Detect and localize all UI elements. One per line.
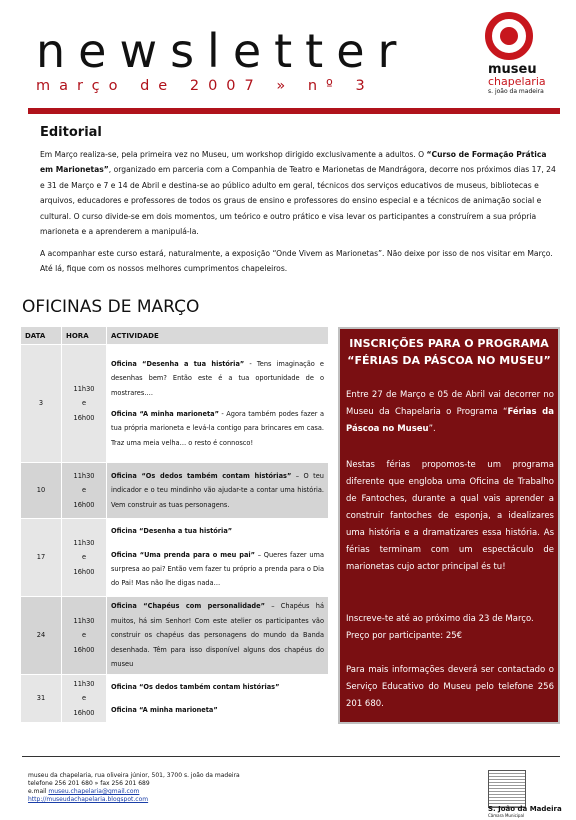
footer-email-line: e.mail museu.chapelaria@gmail.com — [28, 788, 140, 795]
box-heading: INSCRIÇÕES PARA O PROGRAMA “FÉRIAS DA PÁSCOA NO MUSEU” — [347, 337, 551, 367]
row-activity: Oficina “Desenha a tua história” - Tens imaginação e desenhas bem? Então este é a tua oportunidade de o mostrares…. Oficina “A minha marioneta” - Agora também podes fazer a tua própria marioneta e levá-la contigo para brincares em casa. Traz uma meia velha… o resto é connosco! — [107, 345, 329, 463]
row-hours: 11h30 e 16h00 — [62, 675, 107, 723]
email-link[interactable]: museu.chapelaria@gmail.com — [48, 788, 140, 795]
row-date: 10 — [21, 463, 62, 519]
city-logo-sub: Câmara Municipal — [488, 813, 525, 818]
row-activity: Oficina “Chapéus com personalidade” – Chapéus há muitos, há sim Senhor! Com este atelier os participantes vão construir os chapéus das personagens do mundo da Banda desenhada. Têm para isso disponível alguns dos chapéus do museu — [107, 597, 329, 675]
row-activity: Oficina “Desenha a tua história” Oficina “Uma prenda para o meu pai” – Queres fazer uma surpresa ao pai? Então vem fazer tu próprio a prenda para o Dia do Pai! Mas não lhe digas nada… — [107, 519, 329, 597]
table-row — [21, 597, 329, 675]
museum-logo-dot — [500, 27, 518, 45]
box-paragraph-3: Inscreve-te até ao próximo dia 23 de Março. — [346, 614, 534, 624]
footer-blog-line — [28, 796, 148, 804]
row-date: 3 — [21, 345, 62, 463]
row-hours: 11h30 e 16h00 — [62, 519, 107, 597]
header-divider — [28, 108, 560, 114]
city-logo-name: S. João da Madeira — [488, 805, 562, 813]
editorial-paragraph-2: A acompanhar este curso estará, naturalmente, a exposição “Onde Vivem as Marionetas”. Não deixe por isso de nos visitar em Março. Até lá, fique com os nossos melhores cumprimentos chapeleiros. — [40, 249, 553, 274]
row-hours: 11h30 e 16h00 — [62, 597, 107, 675]
row-date: 31 — [21, 675, 62, 723]
footer-divider — [22, 756, 560, 757]
logo-city: s. joão da madeira — [488, 88, 544, 95]
footer-phone: telefone 256 201 680 » fax 256 201 689 — [28, 780, 150, 787]
col-data: DATA — [21, 327, 62, 345]
row-date: 17 — [21, 519, 62, 597]
box-paragraph-1: Entre 27 de Março e 05 de Abril vai decorrer no Museu da Chapelaria o Programa “Férias da Páscoa no Museu”. — [346, 390, 554, 434]
city-logo-icon — [488, 770, 526, 808]
box-paragraph-2: Nestas férias propomos-te um programa diferente que engloba uma Oficina de Trabalho de Fantoches, durante a qual vais aprender a construir fantoches de esponja, a idealizares uma história e a dramatizares essa história. As férias terminam com um espectáculo de marionetas cujo actor principal és tu! — [346, 460, 554, 572]
logo-museu: museu — [488, 62, 537, 77]
footer-address: museu da chapelaria, rua oliveira júnior, 501, 3700 s. joão da madeira — [28, 772, 240, 779]
row-hours: 11h30 e 16h00 — [62, 463, 107, 519]
table-header-row — [21, 327, 329, 345]
box-paragraph-4: Preço por participante: 25€ — [346, 631, 463, 641]
row-activity: Oficina “Os dedos também contam histórias” – O teu indicador e o teu mindinho vão ajudar-te a contar uma história. Vem construir as tuas personagens. — [107, 463, 329, 519]
col-actividade: ACTIVIDADE — [107, 327, 329, 345]
table-row — [21, 675, 329, 723]
box-paragraph-5: Para mais informações deverá ser contactado o Serviço Educativo do Museu pelo telefone 256 201 680. — [346, 665, 554, 709]
oficinas-heading: OFICINAS DE MARÇO — [22, 297, 200, 317]
blog-link[interactable]: http://museudachapelaria.blogspot.com — [28, 796, 149, 803]
table-row — [21, 345, 329, 463]
logo-chapelaria: chapelaria — [488, 75, 546, 88]
issue-subtitle: março de 2007 » nº 3 — [36, 78, 374, 94]
newsletter-title: newsletter — [36, 24, 410, 78]
oficinas-table — [20, 326, 329, 723]
row-hours: 11h30 e 16h00 — [62, 345, 107, 463]
table-row — [21, 463, 329, 519]
editorial-paragraph-1: Em Março realiza-se, pela primeira vez no Museu, um workshop dirigido exclusivamente a adultos. O “Curso de Formação Prática em Marionetas”, organizado em parceria com a Companhia de Teatro e Marionetas de Mandrágora, decorre nos próximos dias 17, 24 e 31 de Março e 7 e 14 de Abril e destina-se ao público adulto em geral, técnicos dos serviços educativos de museus, bibliotecas e arquivos, educadores e professores de todos os graus de ensino e professores do ensino especial e a técnicos de animação social e cultural. O curso divide-se em dois momentos, um teórico e outro prático e visa levar os participantes a construírem a sua própria marioneta e a aprenderem a manipulá-la. — [40, 150, 556, 237]
easter-program-box — [338, 327, 560, 724]
table-row — [21, 519, 329, 597]
row-date: 24 — [21, 597, 62, 675]
col-hora: HORA — [62, 327, 107, 345]
row-activity: Oficina “Os dedos também contam histórias” Oficina “A minha marioneta” — [107, 675, 329, 723]
editorial-heading: Editorial — [40, 125, 102, 140]
